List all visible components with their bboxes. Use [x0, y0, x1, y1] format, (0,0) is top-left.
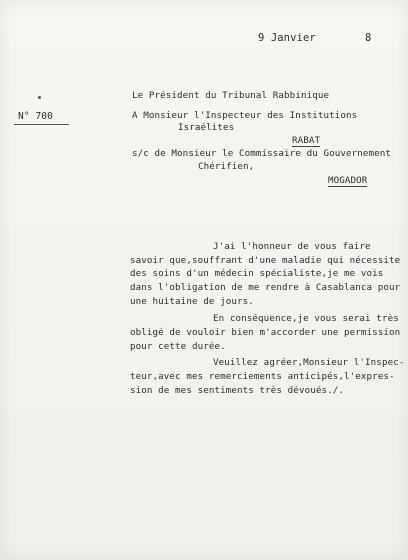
body-p1-line-1: J'ai l'honneur de vous faire [213, 241, 371, 252]
body-p3-line-3: sion de mes sentiments très dévoués./. [130, 385, 344, 396]
recipient-line-1: A Monsieur l'Inspecteur des Institutions [132, 110, 358, 121]
recipient-line-2: Israélites [178, 122, 235, 133]
body-p1-line-5: une huitaine de jours. [130, 296, 254, 307]
body-p1-line-3: des soins d'un médecin spécialiste,je me vois [130, 268, 384, 279]
body-p2-line-2: obligé de vouloir bien m'accorder une permission [130, 327, 401, 338]
body-p1-line-2: savoir que,souffrant d'une maladie qui nécessite [130, 255, 401, 266]
body-p3-line-1: Veuillez agréer,Monsieur l'Inspec- [213, 357, 405, 368]
via-line-2: Chérifien, [198, 161, 255, 172]
folio-number: 8 [365, 32, 372, 44]
body-p2-line-3: pour cette durée. [130, 341, 226, 352]
letter-date: 9 Janvier [258, 32, 316, 44]
body-p3-line-2: teur,avec mes remerciements anticipés,l'expres- [130, 371, 395, 382]
origin-city [328, 175, 367, 186]
recipient-city-text: RABAT [292, 135, 321, 146]
ink-mark [38, 96, 41, 99]
via-line-1: s/c de Monsieur le Commissaire du Gouvernement [132, 148, 392, 159]
body-p1-line-4: dans l'obligation de me rendre à Casablanca pour [130, 282, 401, 293]
origin-city-text: MOGADOR [328, 175, 368, 186]
sender-line: Le Président du Tribunal Rabbinique [132, 90, 330, 101]
reference-rule [14, 124, 69, 125]
recipient-city [292, 135, 320, 146]
reference-number: N° 700 [18, 111, 53, 122]
body-p2-line-1: En conséquence,je vous serai très [213, 313, 399, 324]
